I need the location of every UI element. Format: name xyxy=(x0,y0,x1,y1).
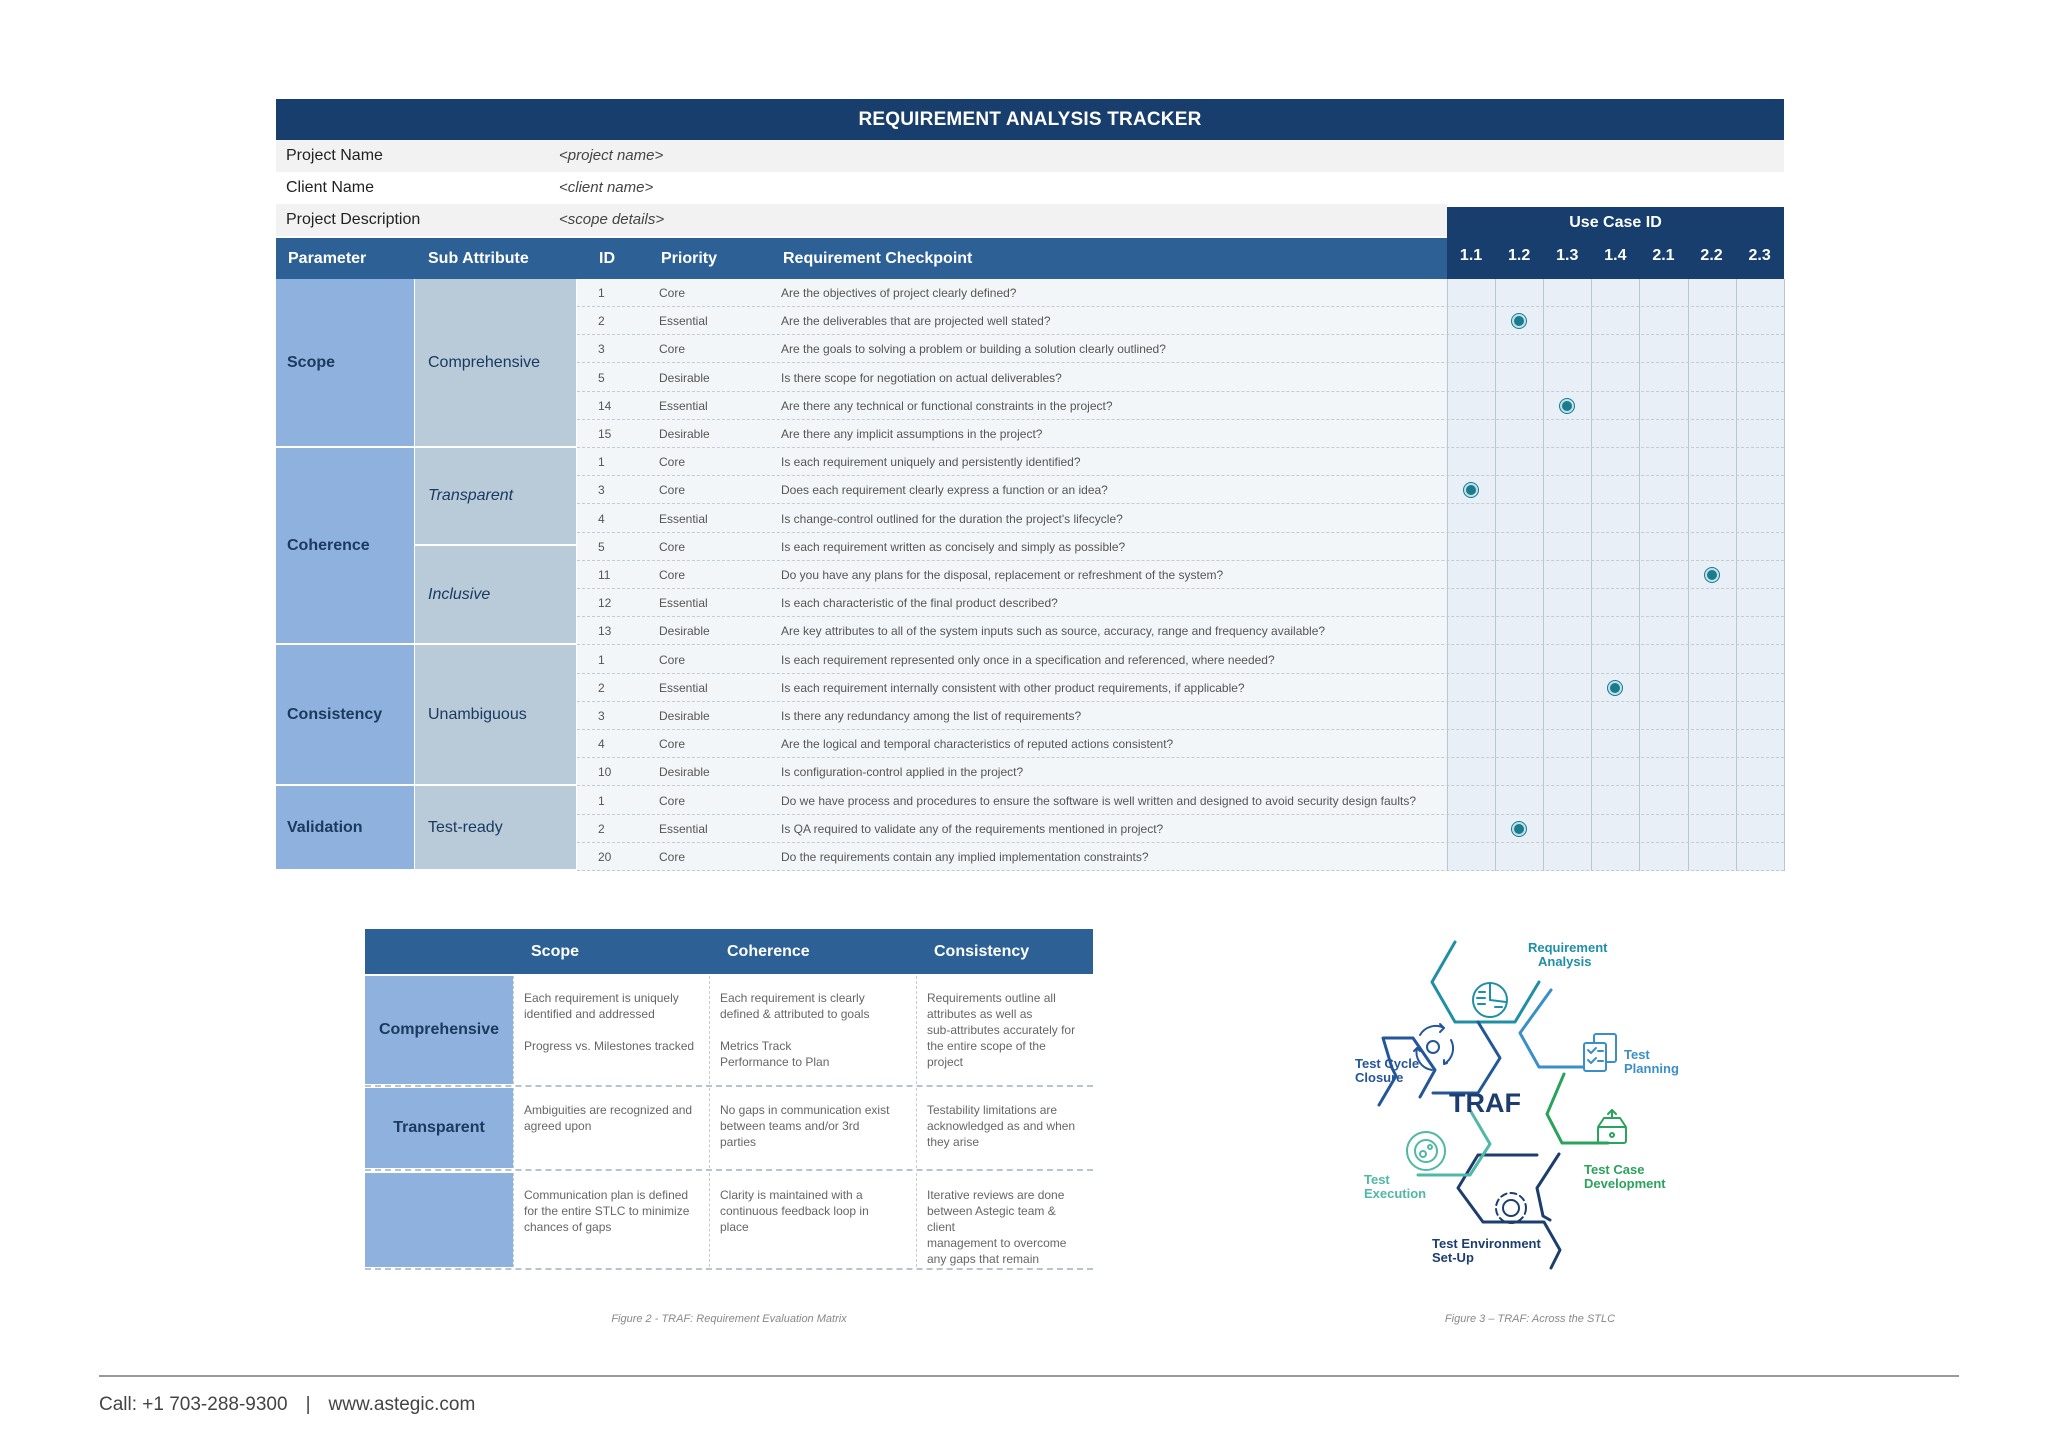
row-priority: Essential xyxy=(659,314,708,329)
param-validation: Validation xyxy=(276,786,414,871)
table-row xyxy=(577,646,1784,674)
row-id: 2 xyxy=(598,680,605,695)
sub-test-ready: Test-ready xyxy=(415,786,576,871)
column-header-row xyxy=(276,238,1447,279)
use-case-col: 2.1 xyxy=(1652,247,1675,264)
matrix-header-consistency: Consistency xyxy=(934,943,1030,960)
label-test-cycle-closure: Test Cycle Closure xyxy=(1355,1056,1420,1085)
row-requirement: Are the deliverables that are projected well stated? xyxy=(781,314,1051,329)
col-priority: Priority xyxy=(661,250,718,267)
table-row xyxy=(577,730,1784,758)
use-case-marker xyxy=(1608,681,1622,695)
use-case-marker xyxy=(1705,568,1719,582)
row-priority: Core xyxy=(659,286,686,300)
matrix-row-label: Comprehensive xyxy=(365,976,513,1084)
sub-transparent: Transparent xyxy=(415,448,576,546)
matrix-row-comprehensive xyxy=(365,976,1093,1084)
table-row xyxy=(577,476,1784,504)
label-requirement-analysis: Requirement Analysis xyxy=(1528,940,1608,969)
matrix-row-label xyxy=(365,1173,513,1267)
use-case-id-header: Use Case ID xyxy=(1447,207,1784,238)
info-value: <client name> xyxy=(559,179,654,196)
row-requirement: Are the objectives of project clearly defined? xyxy=(781,286,1017,300)
gear-icon xyxy=(1496,1193,1526,1223)
use-case-marker xyxy=(1512,314,1526,328)
table-row xyxy=(577,787,1784,815)
traf-hexagon-graphic xyxy=(1340,930,1640,1275)
row-priority: Essential xyxy=(659,398,708,413)
matrix-header-row xyxy=(365,929,1093,974)
row-requirement: Are there any technical or functional constraints in the project? xyxy=(781,398,1113,413)
sub-comprehensive: Comprehensive xyxy=(415,279,576,448)
matrix-cell: No gaps in communication exist between teams and/or 3rd parties xyxy=(709,1088,916,1168)
row-priority: Core xyxy=(659,539,686,554)
info-value: <scope details> xyxy=(559,211,665,228)
row-priority: Core xyxy=(659,737,686,752)
row-id: 12 xyxy=(598,596,612,611)
table-row xyxy=(577,335,1784,363)
row-id: 3 xyxy=(598,709,605,723)
param-consistency: Consistency xyxy=(276,645,414,786)
row-requirement: Do we have process and procedures to ensure the software is well written and designed to avoid security design faults? xyxy=(781,793,1417,808)
label-test-environment-setup: Test Environment Set-Up xyxy=(1432,1236,1541,1265)
table-row xyxy=(577,815,1784,843)
evaluation-matrix xyxy=(365,929,1093,1269)
row-priority: Essential xyxy=(659,596,708,611)
traf-diagram xyxy=(1340,930,1679,1275)
table-row xyxy=(577,279,1784,307)
row-priority: Desirable xyxy=(659,624,710,639)
matrix-cell: Each requirement is uniquely identified and addressed Progress vs. Milestones tracked xyxy=(513,976,709,1084)
traf-caption: Figure 3 – TRAF: Across the STLC xyxy=(1444,1313,1616,1325)
table-row xyxy=(577,758,1784,786)
table-row xyxy=(577,307,1784,335)
col-id: ID xyxy=(599,250,615,267)
row-id: 4 xyxy=(598,511,605,526)
param-coherence: Coherence xyxy=(276,448,414,645)
matrix-cell: Communication plan is defined for the entire STLC to minimize chances of gaps xyxy=(513,1173,709,1267)
row-priority: Desirable xyxy=(659,709,710,723)
col-parameter: Parameter xyxy=(288,250,367,267)
row-priority: Core xyxy=(659,568,686,582)
row-priority: Core xyxy=(659,850,686,864)
row-requirement: Is each requirement uniquely and persistently identified? xyxy=(781,455,1081,470)
row-requirement: Is change-control outlined for the duration the project's lifecycle? xyxy=(781,511,1123,526)
row-priority: Core xyxy=(659,342,686,357)
use-case-col: 2.3 xyxy=(1748,247,1771,264)
row-priority: Essential xyxy=(659,511,708,526)
row-id: 4 xyxy=(598,737,605,752)
matrix-cell: Each requirement is clearly defined & attributed to goals Metrics Track Performance to Plan xyxy=(709,976,916,1084)
row-id: 14 xyxy=(598,398,612,413)
footer-divider xyxy=(99,1375,1959,1377)
footer-contact xyxy=(99,1394,475,1416)
row-priority: Core xyxy=(659,483,686,498)
col-requirement-checkpoint: Requirement Checkpoint xyxy=(783,250,973,267)
table-row xyxy=(577,561,1784,589)
checklist-icon xyxy=(1584,1034,1616,1071)
table-row xyxy=(577,420,1784,448)
row-id: 13 xyxy=(598,624,612,639)
label-test-execution: Test Execution xyxy=(1364,1172,1427,1201)
footer-website-link[interactable]: www.astegic.com xyxy=(328,1394,476,1415)
use-case-marker xyxy=(1560,399,1574,413)
matrix-row-unlabeled xyxy=(365,1173,1093,1267)
info-label: Project Description xyxy=(286,211,421,228)
row-requirement: Are there any implicit assumptions in the project? xyxy=(781,427,1043,441)
matrix-row-label: Transparent xyxy=(365,1088,513,1168)
row-requirement: Is there any redundancy among the list of requirements? xyxy=(781,709,1082,723)
row-requirement: Is each requirement represented only once in a specification and referenced, where needed? xyxy=(781,652,1275,667)
matrix-cell: Testability limitations are acknowledged as and when they arise xyxy=(916,1088,1093,1168)
row-priority: Core xyxy=(659,793,686,808)
matrix-cell: Clarity is maintained with a continuous feedback loop in place xyxy=(709,1173,916,1267)
label-test-planning: Test Planning xyxy=(1624,1047,1679,1076)
use-case-col: 1.3 xyxy=(1556,247,1579,264)
row-requirement: Are key attributes to all of the system inputs such as source, accuracy, range and frequency available? xyxy=(781,624,1326,639)
row-requirement: Does each requirement clearly express a function or an idea? xyxy=(781,483,1108,498)
row-priority: Essential xyxy=(659,680,708,695)
matrix-divider xyxy=(365,1169,1093,1171)
use-case-col: 1.4 xyxy=(1604,247,1627,264)
info-label: Project Name xyxy=(286,147,383,164)
tracker-title: REQUIREMENT ANALYSIS TRACKER xyxy=(276,99,1784,140)
traf-center-label: TRAF xyxy=(1449,1088,1521,1118)
row-id: 2 xyxy=(598,821,605,836)
row-priority: Core xyxy=(659,455,686,470)
use-case-marker xyxy=(1512,822,1526,836)
info-value: <project name> xyxy=(559,147,664,164)
table-row xyxy=(577,617,1784,645)
matrix-header-coherence: Coherence xyxy=(727,943,810,960)
row-id: 5 xyxy=(598,539,605,554)
use-case-col: 2.2 xyxy=(1700,247,1723,264)
table-row xyxy=(577,589,1784,617)
row-id: 3 xyxy=(598,342,605,357)
matrix-divider xyxy=(365,1268,1093,1270)
row-id: 1 xyxy=(598,793,605,808)
table-row xyxy=(577,533,1784,561)
row-id: 3 xyxy=(598,483,605,498)
info-row-project-name xyxy=(276,140,1784,172)
row-id: 20 xyxy=(598,850,612,864)
table-row xyxy=(577,674,1784,702)
label-test-case-development: Test Case Development xyxy=(1584,1162,1666,1191)
table-row xyxy=(577,505,1784,533)
row-id: 11 xyxy=(598,568,611,582)
table-row xyxy=(577,448,1784,476)
row-requirement: Is each requirement internally consistent with other product requirements, if applicable? xyxy=(781,680,1245,695)
use-case-columns xyxy=(1447,238,1784,279)
virus-icon xyxy=(1407,1132,1445,1170)
row-requirement: Is there scope for negotiation on actual deliverables? xyxy=(781,370,1062,385)
requirement-tracker-table xyxy=(276,99,1784,871)
row-id: 1 xyxy=(598,652,605,667)
info-row-project-description xyxy=(276,204,1447,236)
row-id: 2 xyxy=(598,314,605,329)
matrix-cell: Ambiguities are recognized and agreed upon xyxy=(513,1088,709,1168)
row-id: 10 xyxy=(598,765,612,780)
row-priority: Desirable xyxy=(659,370,710,385)
row-requirement: Do you have any plans for the disposal, replacement or refreshment of the system? xyxy=(781,568,1224,582)
footer-separator: | xyxy=(305,1394,311,1415)
row-priority: Essential xyxy=(659,821,708,836)
table-row xyxy=(577,843,1784,871)
sub-inclusive: Inclusive xyxy=(415,546,576,645)
table-row xyxy=(577,364,1784,392)
matrix-caption: Figure 2 - TRAF: Requirement Evaluation Matrix xyxy=(611,1313,847,1325)
row-requirement: Is each characteristic of the final product described? xyxy=(781,596,1058,611)
param-scope: Scope xyxy=(276,279,414,448)
row-requirement: Are the goals to solving a problem or building a solution clearly outlined? xyxy=(781,342,1166,357)
col-sub-attribute: Sub Attribute xyxy=(428,250,529,267)
row-requirement: Do the requirements contain any implied implementation constraints? xyxy=(781,850,1149,864)
matrix-row-transparent xyxy=(365,1088,1093,1168)
matrix-cell: Requirements outline all attributes as well as sub-attributes accurately for the entire scope of the project xyxy=(916,976,1093,1084)
row-requirement: Are the logical and temporal characteristics of reputed actions consistent? xyxy=(781,737,1174,752)
matrix-divider xyxy=(365,1085,1093,1087)
row-priority: Desirable xyxy=(659,765,710,780)
matrix-header-scope: Scope xyxy=(531,943,580,960)
table-row xyxy=(577,702,1784,730)
row-priority: Desirable xyxy=(659,427,710,441)
use-case-col: 1.2 xyxy=(1508,247,1531,264)
row-id: 1 xyxy=(598,455,605,470)
use-case-col: 1.1 xyxy=(1459,247,1483,264)
table-row xyxy=(577,392,1784,420)
row-priority: Core xyxy=(659,652,686,667)
row-requirement: Is QA required to validate any of the requirements mentioned in project? xyxy=(781,821,1164,836)
use-case-marker xyxy=(1464,483,1478,497)
row-requirement: Is each requirement written as concisely and simply as possible? xyxy=(781,539,1126,554)
row-id: 5 xyxy=(598,370,605,385)
chart-icon xyxy=(1473,983,1507,1017)
row-id: 15 xyxy=(598,427,612,441)
box-icon xyxy=(1598,1110,1626,1143)
sub-unambiguous: Unambiguous xyxy=(415,645,576,786)
matrix-cell: Iterative reviews are done between Astegic team & client management to overcome any gaps that remain xyxy=(916,1173,1093,1267)
row-id: 1 xyxy=(598,286,605,300)
info-label: Client Name xyxy=(286,179,375,196)
info-row-client-name xyxy=(276,172,1784,204)
footer-phone: Call: +1 703-288-9300 xyxy=(99,1394,288,1415)
row-requirement: Is configuration-control applied in the project? xyxy=(781,765,1024,780)
